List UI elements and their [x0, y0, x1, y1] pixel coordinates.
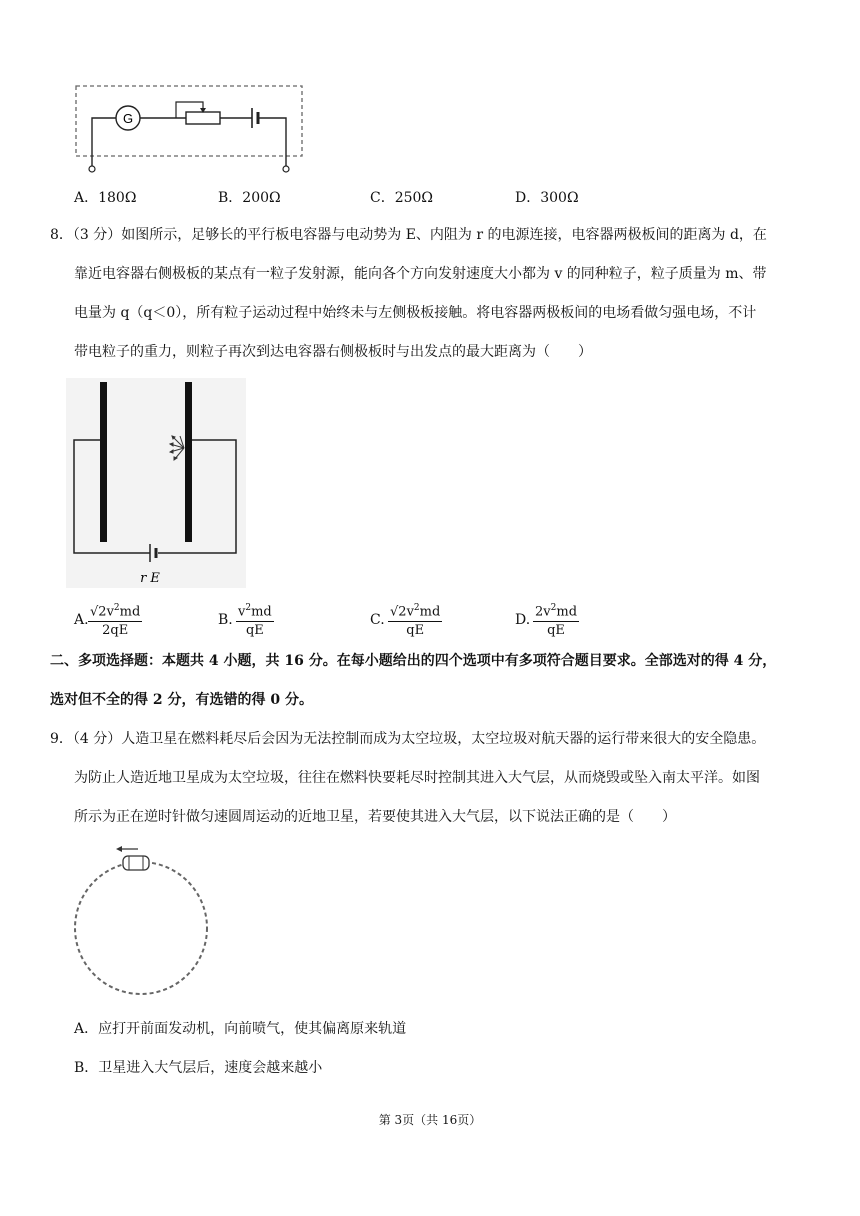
q8-line-1: 8．（3 分）如图所示，足够长的平行板电容器与电动势为 E、内阻为 r 的电源连接，电容器两极板间的距离为 d，在: [50, 227, 767, 243]
q8-option-d-fraction: [533, 600, 579, 639]
q8-option-c-letter: C.: [370, 612, 385, 628]
num-coef: √2: [90, 604, 107, 620]
battery-label: r E: [140, 571, 160, 586]
galvanometer-label: G: [122, 111, 134, 126]
direction-arrow-icon: [116, 846, 138, 852]
denominator: qE: [547, 623, 565, 639]
section2-line-1: 二、多项选择题：本题共 4 小题，共 16 分。在每小题给出的四个选项中有多项符合题目要求。全部选对的得 4 分，: [50, 653, 777, 669]
q8-option-b-letter: B.: [218, 612, 233, 628]
q9-line-2: 为防止人造近地卫星成为太空垃圾，往往在燃料快要耗尽时控制其进入大气层，从而烧毁或坠入南太平洋。如图: [74, 770, 760, 786]
q7-option-a: A．180Ω: [74, 190, 137, 206]
num-tail: md: [556, 604, 578, 620]
q8-line-2: 靠近电容器右侧极板的某点有一粒子发射源，能向各个方向发射速度大小都为 v 的同种粒子，粒子质量为 m、带: [74, 266, 767, 282]
num-coef: √2: [390, 604, 407, 620]
num-tail: md: [119, 604, 141, 620]
q8-capacitor-figure: [66, 378, 246, 588]
num-coef: 2: [535, 604, 544, 620]
left-plate: [100, 382, 107, 542]
q9-line-3: 所示为正在逆时针做匀速圆周运动的近地卫星，若要使其进入大气层，以下说法正确的是（ ）: [74, 809, 676, 825]
q9-orbit-figure: [66, 842, 216, 1002]
section2-line-2: 选对但不全的得 2 分，有选错的得 0 分。: [50, 692, 313, 708]
num-body: v: [406, 604, 414, 620]
q8-option-a-fraction: [88, 600, 142, 639]
denominator: 2qE: [102, 623, 129, 639]
denominator: qE: [406, 623, 425, 639]
q8-option-a-letter: A.: [74, 612, 89, 628]
q9-line-1: 9．（4 分）人造卫星在燃料耗尽后会因为无法控制而成为太空垃圾，太空垃圾对航天器的运行带来很大的安全隐患。: [50, 731, 766, 747]
q9-option-a: A．应打开前面发动机，向前喷气，使其偏离原来轨道: [74, 1021, 407, 1037]
q8-line-3: 电量为 q（q＜0），所有粒子运动过程中始终未与左侧极板接触。将电容器两极板间的电场看做匀强电场，不计: [74, 305, 757, 321]
num-body: v: [106, 604, 114, 620]
num-sup: 2: [550, 603, 557, 613]
num-sup: 2: [113, 603, 120, 613]
right-plate: [185, 382, 192, 542]
num-body: v: [543, 604, 551, 620]
q8-option-c-fraction: [388, 600, 442, 639]
q7-option-c: C．250Ω: [370, 190, 434, 206]
num-sup: 2: [413, 603, 420, 613]
q9-option-b: B．卫星进入大气层后，速度会越来越小: [74, 1060, 323, 1076]
page-number: 第 3页（共 16页）: [378, 1113, 482, 1127]
denominator: qE: [245, 623, 264, 639]
num-body: v: [238, 604, 246, 620]
q8-line-4: 带电粒子的重力，则粒子再次到达电容器右侧极板时与出发点的最大距离为（ ）: [74, 344, 592, 360]
orbit-path: [75, 862, 207, 994]
rheostat-icon: [186, 112, 220, 124]
satellite-icon: [123, 856, 149, 870]
num-tail: md: [419, 604, 441, 620]
num-tail: md: [251, 604, 272, 620]
q7-option-b: B．200Ω: [218, 190, 281, 206]
num-sup: 2: [245, 603, 252, 613]
q7-circuit-figure: [70, 82, 310, 176]
q7-option-d: D．300Ω: [515, 190, 579, 206]
q8-option-d-letter: D.: [515, 612, 531, 628]
q8-option-b-fraction: [236, 600, 274, 639]
